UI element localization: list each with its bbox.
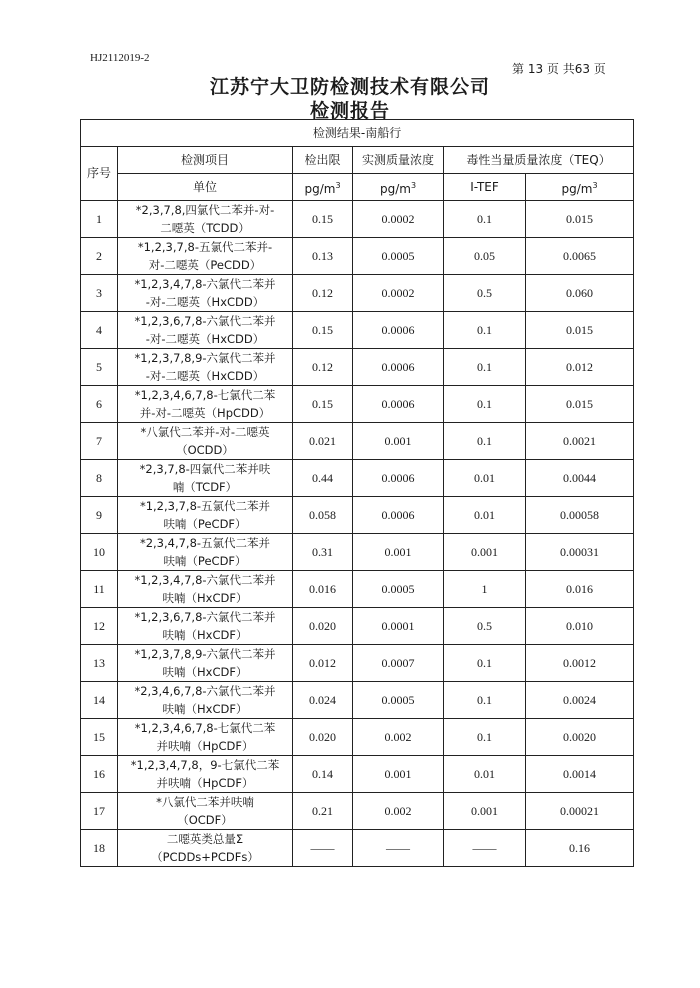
row-tef: 1: [444, 571, 526, 608]
row-teq: 0.010: [526, 608, 634, 645]
item-name-line1: *1,2,3,6,7,8-六氯代二苯并: [134, 610, 276, 624]
item-name-line1: *1,2,3,4,7,8，9-七氯代二苯: [130, 758, 280, 772]
table-row: [81, 312, 634, 349]
row-conc: 0.0007: [353, 645, 444, 682]
item-name-line1: *1,2,3,7,8-五氯代二苯并-: [137, 240, 273, 254]
row-index: 5: [81, 349, 118, 386]
row-lod: 0.020: [293, 719, 353, 756]
item-name-line1: *2,3,4,7,8-五氯代二苯并: [139, 536, 271, 550]
row-tef: 0.5: [444, 608, 526, 645]
item-name-line1: *1,2,3,4,6,7,8-七氯代二苯: [134, 721, 276, 735]
results-table: [80, 119, 634, 867]
table-row: [81, 756, 634, 793]
item-name-line1: *八氯代二苯并呋喃: [156, 795, 254, 809]
item-name-line2: -对-二噁英（HxCDD）: [145, 332, 265, 346]
row-index: 10: [81, 534, 118, 571]
row-conc: 0.001: [353, 423, 444, 460]
row-tef: 0.1: [444, 349, 526, 386]
row-index: 6: [81, 386, 118, 423]
row-tef: 0.05: [444, 238, 526, 275]
row-lod: 0.15: [293, 386, 353, 423]
row-index: 2: [81, 238, 118, 275]
item-name-line2: 呋喃（HxCDF）: [162, 702, 248, 716]
row-conc: 0.0002: [353, 275, 444, 312]
item-name-line2: -对-二噁英（HxCDD）: [145, 295, 265, 309]
row-conc: 0.0006: [353, 349, 444, 386]
item-name-line1: *1,2,3,7,8,9-六氯代二苯并: [134, 647, 276, 661]
table-row: [81, 238, 634, 275]
table-row: [81, 497, 634, 534]
row-index: 17: [81, 793, 118, 830]
row-tef: 0.1: [444, 386, 526, 423]
table-row: [81, 275, 634, 312]
row-lod: 0.13: [293, 238, 353, 275]
row-conc: ——: [353, 830, 444, 867]
row-conc: 0.0001: [353, 608, 444, 645]
table-row: [81, 460, 634, 497]
section-title: 检测结果-南船行: [81, 120, 634, 147]
row-item-name: [118, 793, 293, 830]
row-teq: 0.060: [526, 275, 634, 312]
table-row: [81, 830, 634, 867]
item-name-line2: 呋喃（HxCDF）: [162, 628, 248, 642]
row-tef: 0.01: [444, 756, 526, 793]
row-tef: ——: [444, 830, 526, 867]
table-row: [81, 682, 634, 719]
table-row: [81, 608, 634, 645]
item-name-line2: 喃（TCDF）: [172, 480, 238, 494]
item-name-line2: （OCDF）: [177, 813, 233, 827]
item-name-line2: （PCDDs+PCDFs）: [151, 850, 259, 864]
row-teq: 0.00021: [526, 793, 634, 830]
table-row: [81, 386, 634, 423]
document-number: HJ2112019-2: [90, 52, 150, 64]
row-tef: 0.5: [444, 275, 526, 312]
row-item-name: [118, 238, 293, 275]
row-tef: 0.1: [444, 645, 526, 682]
item-name-line2: -对-二噁英（HxCDD）: [145, 369, 265, 383]
row-item-name: [118, 497, 293, 534]
row-conc: 0.0006: [353, 386, 444, 423]
table-row: [81, 349, 634, 386]
table-row: [81, 793, 634, 830]
row-conc: 0.0005: [353, 238, 444, 275]
table-row: [81, 423, 634, 460]
row-lod: 0.058: [293, 497, 353, 534]
table-row: [81, 201, 634, 238]
row-teq: 0.16: [526, 830, 634, 867]
header-conc: 实测质量浓度: [353, 147, 444, 174]
row-teq: 0.0044: [526, 460, 634, 497]
row-teq: 0.0012: [526, 645, 634, 682]
row-teq: 0.0065: [526, 238, 634, 275]
row-index: 18: [81, 830, 118, 867]
row-item-name: [118, 571, 293, 608]
row-item-name: [118, 386, 293, 423]
row-teq: 0.0021: [526, 423, 634, 460]
item-name-line1: *1,2,3,7,8-五氯代二苯并: [139, 499, 271, 513]
row-item-name: [118, 460, 293, 497]
row-item-name: [118, 608, 293, 645]
item-name-line1: *八氯代二苯并-对-二噁英: [140, 425, 270, 439]
row-lod: 0.016: [293, 571, 353, 608]
item-name-line1: *1,2,3,4,7,8-六氯代二苯并: [134, 573, 276, 587]
item-name-line2: 呋喃（PeCDF）: [163, 517, 247, 531]
row-index: 13: [81, 645, 118, 682]
row-tef: 0.1: [444, 423, 526, 460]
item-name-line1: *2,3,7,8-四氯代二苯并呋: [139, 462, 271, 476]
row-lod: 0.31: [293, 534, 353, 571]
row-teq: 0.00058: [526, 497, 634, 534]
row-teq: 0.0024: [526, 682, 634, 719]
row-index: 3: [81, 275, 118, 312]
item-name-line2: 呋喃（PeCDF）: [163, 554, 247, 568]
row-index: 7: [81, 423, 118, 460]
item-name-line2: （OCDD）: [176, 443, 234, 457]
row-item-name: [118, 719, 293, 756]
report-title: 检测报告: [309, 100, 390, 122]
item-name-line1: *1,2,3,4,7,8-六氯代二苯并: [134, 277, 276, 291]
header-unit-label: 单位: [118, 174, 293, 201]
row-lod: 0.021: [293, 423, 353, 460]
row-conc: 0.002: [353, 793, 444, 830]
row-index: 1: [81, 201, 118, 238]
row-teq: 0.015: [526, 386, 634, 423]
row-conc: 0.0006: [353, 312, 444, 349]
item-name-line2: 对-二噁英（PeCDD）: [148, 258, 262, 272]
row-teq: 0.016: [526, 571, 634, 608]
item-name-line1: 二噁英类总量Σ: [166, 832, 244, 846]
row-index: 14: [81, 682, 118, 719]
page-number: 第 13 页 共63 页: [512, 62, 606, 76]
row-lod: 0.12: [293, 349, 353, 386]
item-name-line1: *1,2,3,4,6,7,8-七氯代二苯: [134, 388, 276, 402]
header-lod: 检出限: [293, 147, 353, 174]
company-name: 江苏宁大卫防检测技术有限公司: [209, 76, 490, 98]
header-teq: 毒性当量质量浓度（TEQ）: [444, 147, 634, 174]
item-name-line1: *2,3,4,6,7,8-六氯代二苯并: [134, 684, 276, 698]
row-item-name: [118, 645, 293, 682]
table-row: [81, 534, 634, 571]
row-teq: 0.00031: [526, 534, 634, 571]
unit-teq: $pg/m^3$: [526, 174, 634, 201]
row-item-name: [118, 423, 293, 460]
item-name-line2: 呋喃（HxCDF）: [162, 591, 248, 605]
row-item-name: [118, 275, 293, 312]
row-lod: 0.15: [293, 312, 353, 349]
row-item-name: [118, 830, 293, 867]
unit-tef: I-TEF: [444, 174, 526, 201]
row-lod: 0.14: [293, 756, 353, 793]
row-item-name: [118, 756, 293, 793]
row-tef: 0.1: [444, 312, 526, 349]
row-teq: 0.0014: [526, 756, 634, 793]
header-item: 检测项目: [118, 147, 293, 174]
row-lod: 0.21: [293, 793, 353, 830]
row-lod: ——: [293, 830, 353, 867]
row-lod: 0.15: [293, 201, 353, 238]
row-index: 12: [81, 608, 118, 645]
row-teq: 0.012: [526, 349, 634, 386]
row-tef: 0.01: [444, 460, 526, 497]
row-lod: 0.020: [293, 608, 353, 645]
row-index: 9: [81, 497, 118, 534]
row-item-name: [118, 682, 293, 719]
row-index: 16: [81, 756, 118, 793]
unit-lod: $pg/m^3$: [293, 174, 353, 201]
item-name-line1: *2,3,7,8,四氯代二苯并-对-: [135, 203, 275, 217]
item-name-line2: 并-对-二噁英（HpCDD）: [139, 406, 271, 420]
table-row: [81, 719, 634, 756]
table-row: [81, 571, 634, 608]
row-conc: 0.0005: [353, 571, 444, 608]
row-index: 15: [81, 719, 118, 756]
table-row: [81, 645, 634, 682]
row-teq: 0.015: [526, 312, 634, 349]
row-tef: 0.1: [444, 682, 526, 719]
row-index: 4: [81, 312, 118, 349]
row-conc: 0.0005: [353, 682, 444, 719]
item-name-line2: 并呋喃（HpCDF）: [156, 776, 254, 790]
row-conc: 0.001: [353, 534, 444, 571]
row-conc: 0.002: [353, 719, 444, 756]
row-index: 8: [81, 460, 118, 497]
item-name-line2: 呋喃（HxCDF）: [162, 665, 248, 679]
row-lod: 0.12: [293, 275, 353, 312]
row-item-name: [118, 201, 293, 238]
header-index: 序号: [81, 147, 118, 201]
item-name-line2: 二噁英（TCDD）: [160, 221, 250, 235]
row-item-name: [118, 534, 293, 571]
row-item-name: [118, 312, 293, 349]
row-lod: 0.44: [293, 460, 353, 497]
row-tef: 0.1: [444, 201, 526, 238]
row-tef: 0.001: [444, 793, 526, 830]
row-lod: 0.012: [293, 645, 353, 682]
item-name-line1: *1,2,3,6,7,8-六氯代二苯并: [134, 314, 276, 328]
row-tef: 0.1: [444, 719, 526, 756]
row-item-name: [118, 349, 293, 386]
item-name-line1: *1,2,3,7,8,9-六氯代二苯并: [134, 351, 276, 365]
row-conc: 0.0006: [353, 497, 444, 534]
row-conc: 0.001: [353, 756, 444, 793]
row-tef: 0.01: [444, 497, 526, 534]
unit-conc: $pg/m^3$: [353, 174, 444, 201]
row-teq: 0.015: [526, 201, 634, 238]
row-conc: 0.0002: [353, 201, 444, 238]
item-name-line2: 并呋喃（HpCDF）: [156, 739, 254, 753]
row-lod: 0.024: [293, 682, 353, 719]
row-conc: 0.0006: [353, 460, 444, 497]
row-tef: 0.001: [444, 534, 526, 571]
row-teq: 0.0020: [526, 719, 634, 756]
row-index: 11: [81, 571, 118, 608]
